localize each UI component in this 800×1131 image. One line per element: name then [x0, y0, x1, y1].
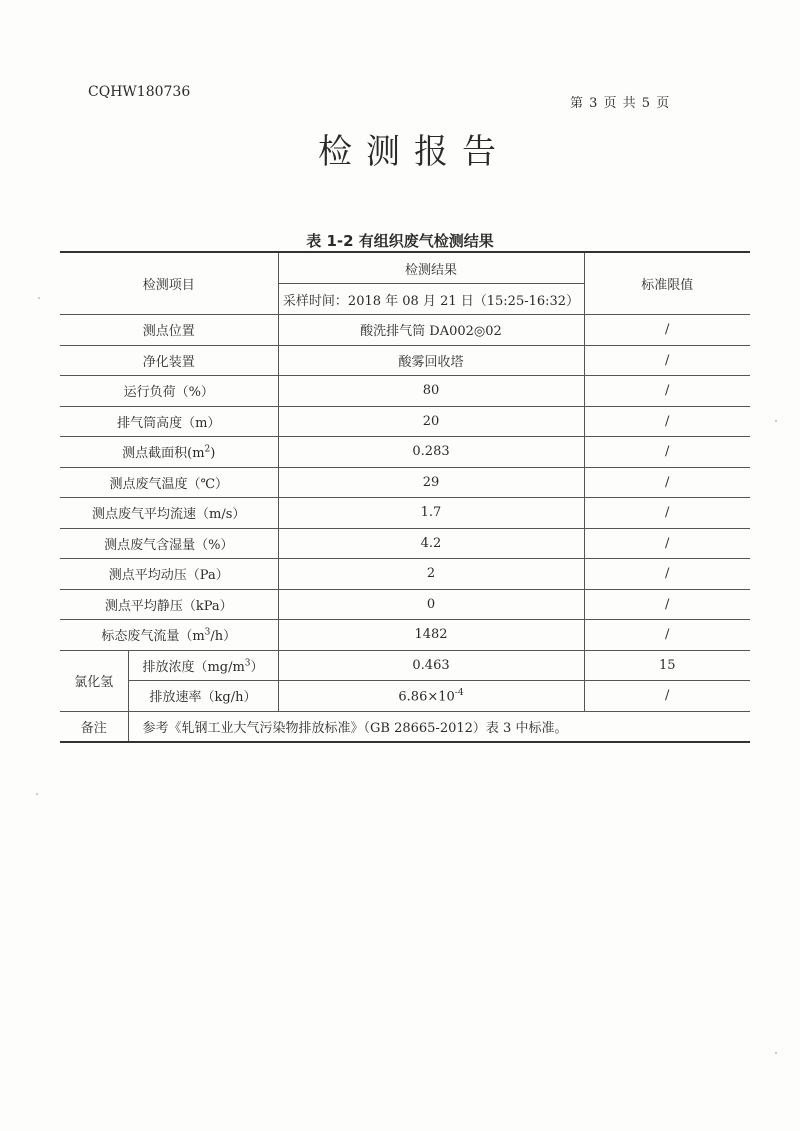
row-item: 测点截面积$(m^2)$: [60, 437, 278, 468]
row-item: 测点废气平均流速（m/s）: [60, 498, 278, 529]
table-row: [60, 437, 750, 468]
note-label: 备注: [60, 711, 128, 742]
scan-speck: [775, 1052, 777, 1054]
row-value: $6.86\times 10^{-4}$: [278, 681, 584, 712]
header-test-item: 检测项目: [60, 252, 278, 315]
row-value: 1482: [278, 620, 584, 651]
row-limit: /: [584, 681, 750, 712]
row-value: 酸洗排气筒 DA002◎02: [278, 315, 584, 346]
row-limit: /: [584, 620, 750, 651]
exhaust-gas-results-table: [60, 251, 750, 743]
scan-speck: [38, 297, 40, 299]
table-row: [60, 376, 750, 407]
pollutant-name: 氯化氢: [60, 650, 128, 711]
row-value: 20: [278, 406, 584, 437]
row-item: 测点废气温度（℃）: [60, 467, 278, 498]
row-item: 标态废气流量$(m^3/h)$: [60, 620, 278, 651]
table-row: [60, 589, 750, 620]
table-row-note: [60, 711, 750, 742]
row-item: 运行负荷（%）: [60, 376, 278, 407]
row-limit: /: [584, 467, 750, 498]
row-value: 0.283: [278, 437, 584, 468]
row-value: 1.7: [278, 498, 584, 529]
row-item: 净化装置: [60, 345, 278, 376]
row-limit: /: [584, 589, 750, 620]
table-row: [60, 498, 750, 529]
table-row-hcl-concentration: [60, 650, 750, 681]
row-item: 测点平均动压（Pa）: [60, 559, 278, 590]
table-row-hcl-rate: [60, 681, 750, 712]
table-row: [60, 528, 750, 559]
row-limit: /: [584, 559, 750, 590]
row-limit: /: [584, 345, 750, 376]
table-row: [60, 559, 750, 590]
row-value: 2: [278, 559, 584, 590]
row-value: 0: [278, 589, 584, 620]
row-limit: /: [584, 315, 750, 346]
table-row: [60, 345, 750, 376]
scan-speck: [775, 420, 777, 422]
scan-speck: [36, 793, 38, 795]
row-item: 排放浓度$(mg/m^3)$: [128, 650, 278, 681]
row-item: 测点平均静压（kPa）: [60, 589, 278, 620]
note-text: 参考《轧钢工业大气污染物排放标准》（GB 28665-2012）表 3 中标准。: [128, 711, 750, 742]
table-caption: 表 1-2 有组织废气检测结果: [306, 232, 494, 250]
header-test-result: 检测结果: [278, 252, 584, 284]
table-row: [60, 467, 750, 498]
header-sampling-time: 采样时间：2018 年 08 月 21 日（15:25-16:32）: [278, 284, 584, 315]
row-limit: /: [584, 376, 750, 407]
row-item: 排气筒高度（m）: [60, 406, 278, 437]
row-limit: /: [584, 437, 750, 468]
row-limit: /: [584, 498, 750, 529]
row-value: 29: [278, 467, 584, 498]
table-row: [60, 406, 750, 437]
row-value: 酸雾回收塔: [278, 345, 584, 376]
page-number: 第 3 页 共 5 页: [570, 96, 671, 111]
row-limit: /: [584, 406, 750, 437]
table-row: [60, 315, 750, 346]
row-value: 0.463: [278, 650, 584, 681]
row-value: 80: [278, 376, 584, 407]
document-id: CQHW180736: [88, 84, 191, 100]
table-row: [60, 620, 750, 651]
row-value: 4.2: [278, 528, 584, 559]
row-limit: 15: [584, 650, 750, 681]
row-limit: /: [584, 528, 750, 559]
row-item: 排放速率（kg/h）: [128, 681, 278, 712]
header-standard-limit: 标准限值: [584, 252, 750, 315]
row-item: 测点废气含湿量（%）: [60, 528, 278, 559]
report-title: 检测报告: [318, 132, 510, 172]
row-item: 测点位置: [60, 315, 278, 346]
